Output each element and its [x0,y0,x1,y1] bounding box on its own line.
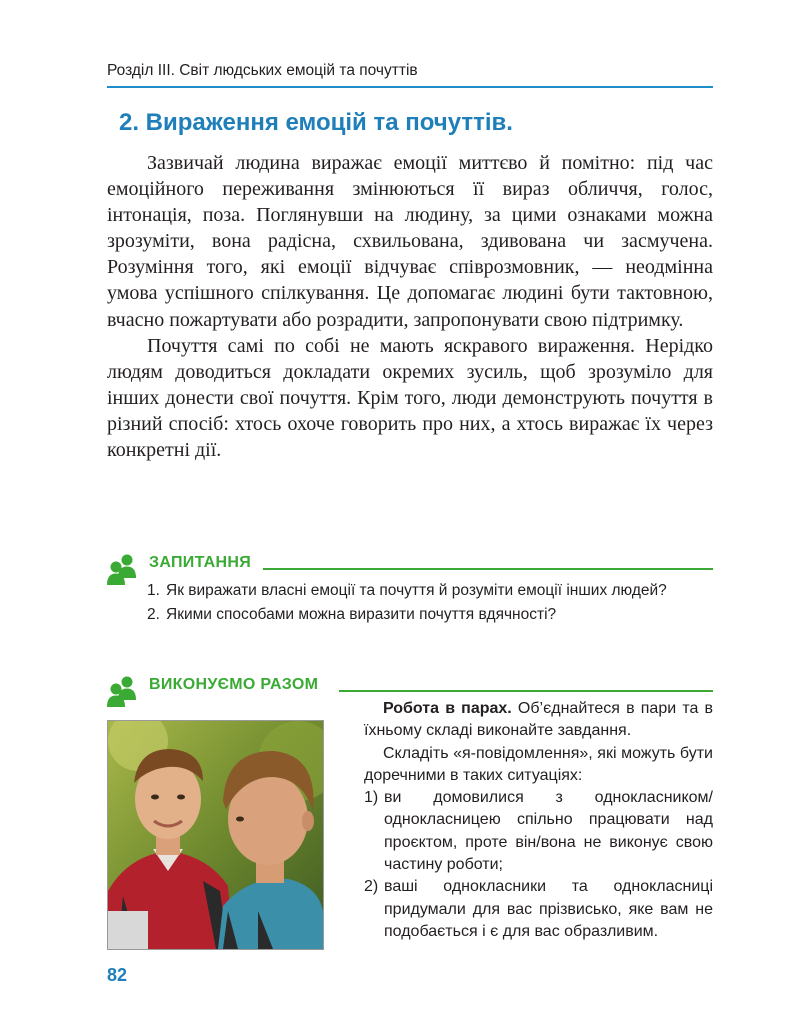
list-item: 1) ви домовилися з однокласником/однокласницею спільно працювати над проєктом, проте він/вона не виконує свою частину роботи; [364,789,713,874]
together-label: ВИКОНУЄМО РАЗОМ [149,676,319,693]
running-head: Розділ ІІІ. Світ людських емоцій та почуттів [107,62,418,79]
together-rule [339,690,713,692]
paragraph: Зазвичай людина виражає емоції миттєво й помітно: під час емоційного переживання змінюються її вираз обличчя, голос, інтонація, поза. Поглянувши на людину, за цими ознаками можна зрозуміти, вона радісна, схвильована, здивована чи засмучена. Розуміння того, які емоції відчуває співрозмовник, — неодмінна умова успішного спілкування. Це допомагає людині бути тактовною, вчасно пожартувати або розрадити, запропонувати свою підтримку. [107,152,713,331]
photo-two-teenagers [107,720,324,950]
exercise-instruction: Складіть «я-повідомлення», які можуть бути доречними в таких ситуаціях: [364,744,713,784]
people-icon [107,675,139,707]
main-text [107,150,713,463]
list-item: 2) ваші однокласники та однокласниці придумали для вас прізвисько, яке вам не подобається і є для вас образливим. [364,878,713,940]
questions-rule [263,568,713,570]
header-rule [107,86,713,88]
section-title: 2. Вираження емоцій та почуттів. [119,109,513,136]
exercise-lead-bold: Робота в парах. [383,700,512,717]
exercise-lead: Робота в парах. Об’єднайтеся в пари та в їхньому складі виконайте завдання. [364,700,714,740]
questions-list [147,580,713,626]
paragraph: Почуття самі по собі не мають яскравого вираження. Нерідко людям доводиться докладати окремих зусиль, щоб зрозуміло для інших донести свої почуття. Крім того, люди демонструють почуття в різний спосіб: хтось охоче говорить про них, а хтось виражає їх через конкретні дії. [107,334,713,462]
questions-label: ЗАПИТАННЯ [149,554,251,571]
exercise-text [364,698,713,943]
list-item: 1. Як виражати власні емоції та почуття й розуміти емоції інших людей? [147,582,667,599]
people-icon [107,553,139,585]
page-number: 82 [107,965,128,985]
list-item: 2. Якими способами можна виразити почуття вдячності? [147,606,557,623]
